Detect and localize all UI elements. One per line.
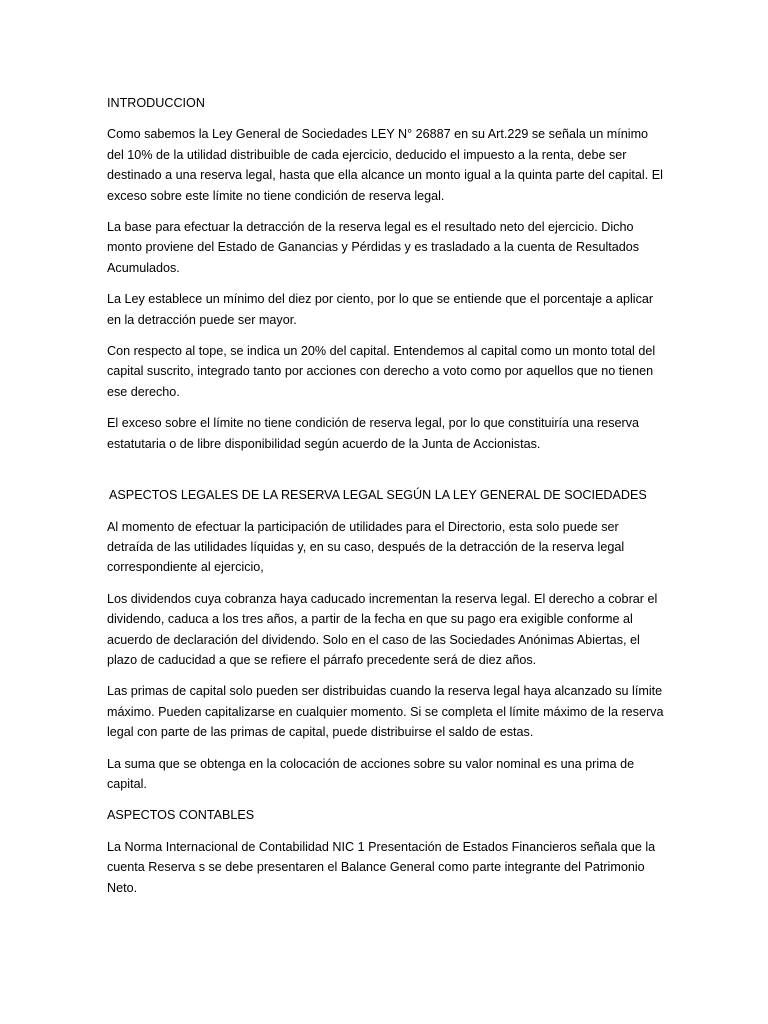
paragraph: La suma que se obtenga en la colocación de acciones sobre su valor nominal es una prima de capital. [107, 756, 635, 791]
paragraph: Las primas de capital solo pueden ser distribuidas cuando la reserva legal haya alcanzado su límite máximo. Pueden capitalizarse en cualquier momento. Si se completa el límite máximo de la reserva legal con parte de las primas de capital, puede distribuirse el saldo de estas. [107, 684, 664, 740]
section-heading-aspectos-contables: ASPECTOS CONTABLES [107, 808, 255, 823]
paragraph: Al momento de efectuar la participación de utilidades para el Directorio, esta solo puede ser detraída de las utilidades líquidas y, en su caso, después de la detracción de la reserva legal correspondiente al ejercicio, [107, 519, 625, 575]
section-heading-aspectos-legales: ASPECTOS LEGALES DE LA RESERVA LEGAL SEGÚN LA LEY GENERAL DE SOCIEDADES [109, 488, 647, 503]
paragraph: Con respecto al tope, se indica un 20% del capital. Entendemos al capital como un monto total del capital suscrito, integrado tanto por acciones con derecho a voto como por aquellos que no tienen ese derecho. [107, 344, 656, 399]
paragraph: La Norma Internacional de Contabilidad NIC 1 Presentación de Estados Financieros señala que la cuenta Reserva s se debe presentaren el Balance General como parte integrante del Patrimonio Neto. [107, 839, 656, 895]
document-page [107, 93, 667, 898]
paragraph: Como sabemos la Ley General de Sociedades LEY N° 26887 en su Art.229 se señala un mínimo del 10% de la utilidad distribuible de cada ejercicio, deducido el impuesto a la renta, debe ser destinado a una reserva legal, hasta que ella alcance un monto igual a la quinta parte del capital. El exceso sobre este límite no tiene condición de reserva legal. [107, 127, 663, 203]
section-heading-introduccion: INTRODUCCION [107, 96, 205, 110]
paragraph: La Ley establece un mínimo del diez por ciento, por lo que se entiende que el porcentaje a aplicar en la detracción puede ser mayor. [107, 292, 654, 327]
paragraph: Los dividendos cuya cobranza haya caducado incrementan la reserva legal. El derecho a cobrar el dividendo, caduca a los tres años, a partir de la fecha en que su pago era exigible conforme al acuerdo de declaración del dividendo. Solo en el caso de las Sociedades Anónimas Abiertas, el plazo de caducidad a que se refiere el párrafo precedente será de diez años. [107, 591, 658, 667]
paragraph: El exceso sobre el límite no tiene condición de reserva legal, por lo que constituiría una reserva estatutaria o de libre disponibilidad según acuerdo de la Junta de Accionistas. [107, 416, 640, 451]
paragraph: La base para efectuar la detracción de la reserva legal es el resultado neto del ejercicio. Dicho monto proviene del Estado de Ganancias y Pérdidas y es trasladado a la cuenta de Resultados Acumulados. [107, 220, 640, 275]
